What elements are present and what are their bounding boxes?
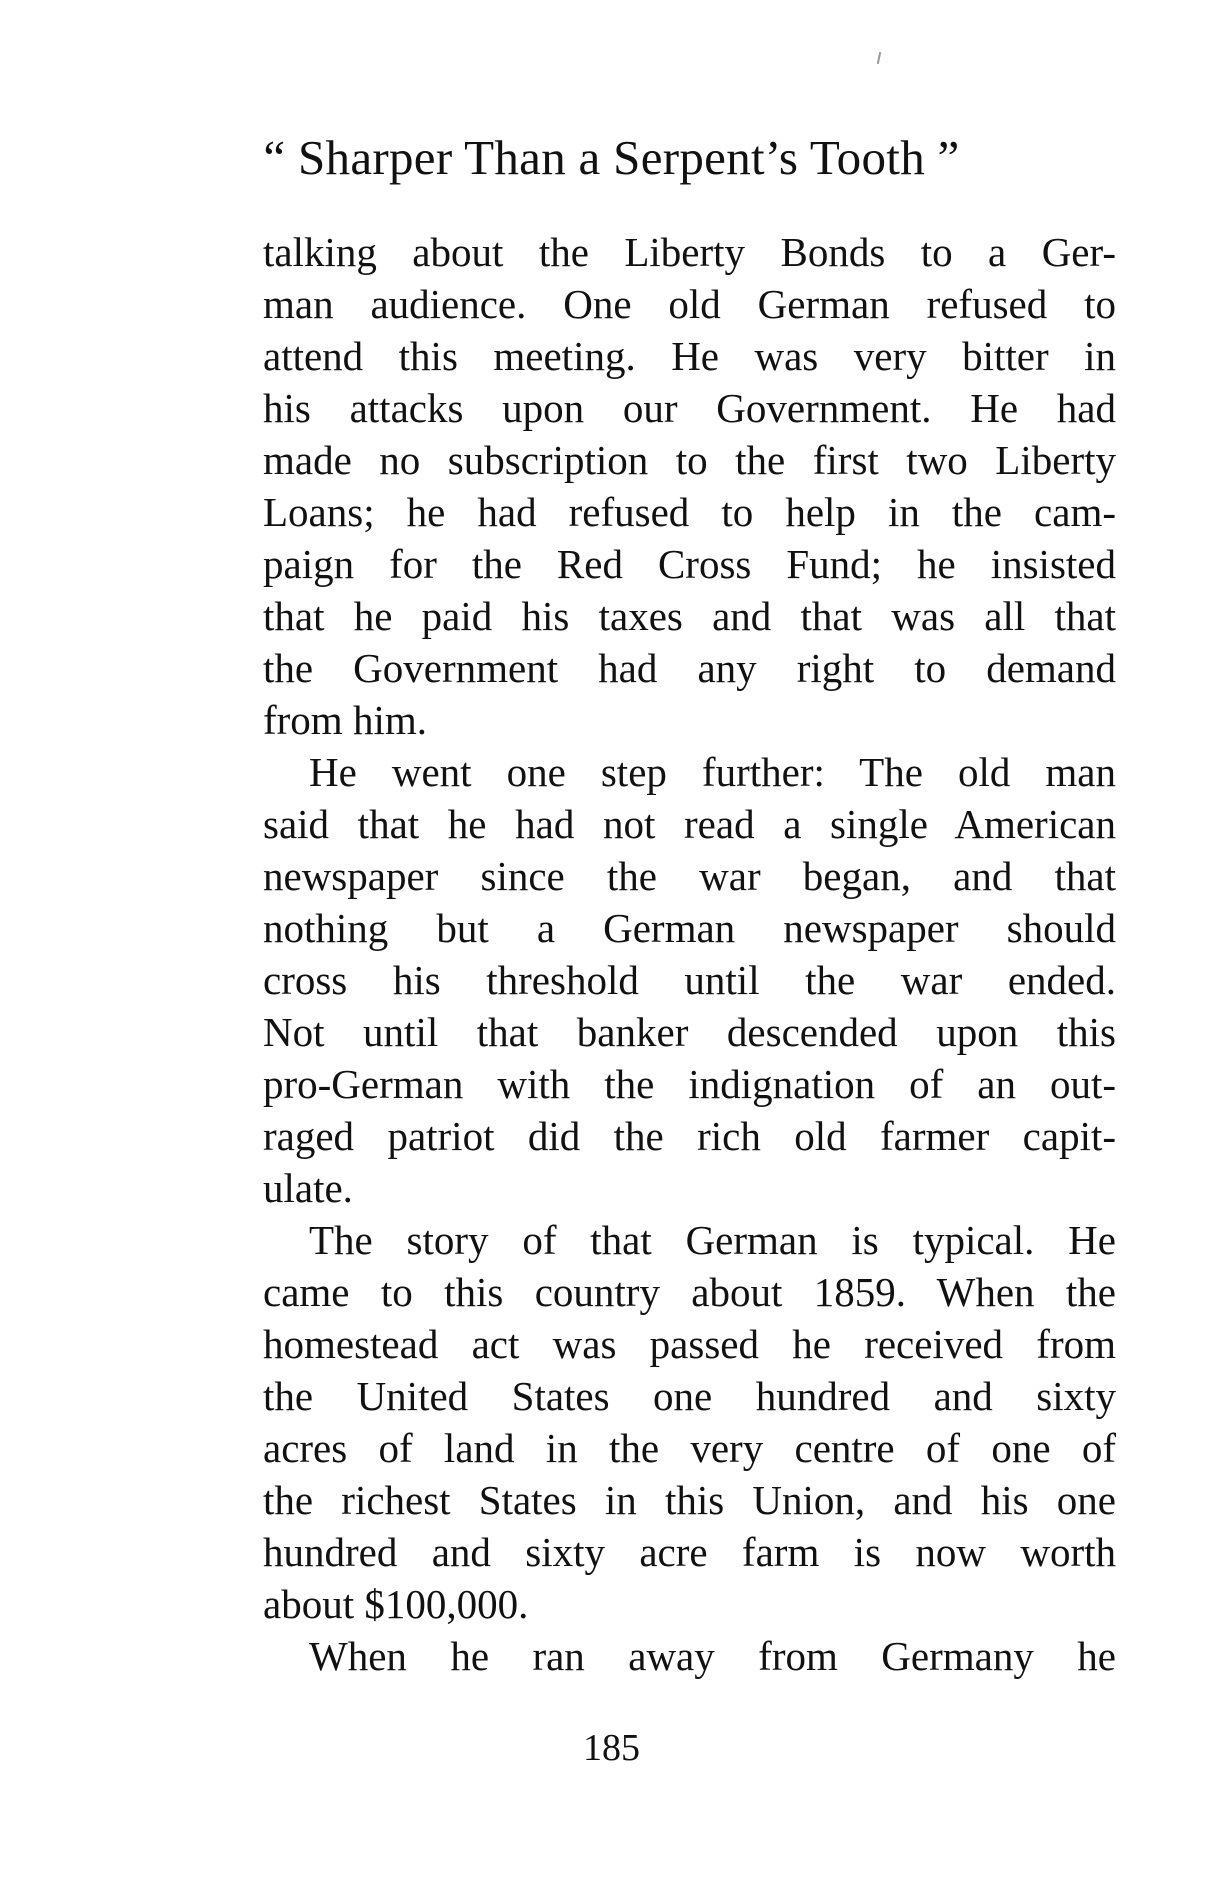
- text-line: nothing but a German newspaper should: [263, 905, 1116, 951]
- text-line: attend this meeting. He was very bitter in: [263, 333, 1116, 379]
- text-line: newspaper since the war began, and that: [263, 853, 1116, 899]
- text-line: his attacks upon our Government. He had: [263, 385, 1116, 431]
- text-line: that he paid his taxes and that was all that: [263, 593, 1116, 639]
- text-line: paign for the Red Cross Fund; he insisted: [263, 541, 1116, 587]
- text-line: Loans; he had refused to help in the cam-: [263, 489, 1116, 535]
- body-text: [263, 226, 1116, 1682]
- text-line: about $100,000.: [263, 1581, 529, 1627]
- text-line: When he ran away from Germany he: [309, 1633, 1116, 1679]
- text-line: raged patriot did the rich old farmer capit-: [263, 1113, 1116, 1159]
- text-line: said that he had not read a single American: [263, 801, 1116, 847]
- scan-speck: [877, 52, 881, 64]
- text-line: The story of that German is typical. He: [309, 1217, 1116, 1263]
- text-line: man audience. One old German refused to: [263, 281, 1116, 327]
- text-line: Not until that banker descended upon this: [263, 1009, 1116, 1055]
- text-line: made no subscription to the first two Liberty: [263, 437, 1116, 483]
- running-head: “ Sharper Than a Serpent’s Tooth ”: [263, 130, 960, 185]
- text-line: the United States one hundred and sixty: [263, 1373, 1116, 1419]
- paragraph: [263, 746, 1116, 1214]
- text-line: from him.: [263, 697, 427, 743]
- page-number: 185: [583, 1727, 640, 1769]
- text-line: talking about the Liberty Bonds to a Ger-: [263, 229, 1116, 275]
- text-line: homestead act was passed he received from: [263, 1321, 1116, 1367]
- text-line: cross his threshold until the war ended.: [263, 957, 1116, 1003]
- text-line: He went one step further: The old man: [309, 749, 1116, 795]
- text-line: the richest States in this Union, and his one: [263, 1477, 1116, 1523]
- text-line: the Government had any right to demand: [263, 645, 1116, 691]
- paragraph: [263, 226, 1116, 746]
- text-line: pro-German with the indignation of an out-: [263, 1061, 1116, 1107]
- text-line: hundred and sixty acre farm is now worth: [263, 1529, 1116, 1575]
- text-line: ulate.: [263, 1165, 353, 1211]
- paragraph: [263, 1630, 1116, 1682]
- paragraph: [263, 1214, 1116, 1630]
- text-line: came to this country about 1859. When the: [263, 1269, 1116, 1315]
- text-line: acres of land in the very centre of one of: [263, 1425, 1116, 1471]
